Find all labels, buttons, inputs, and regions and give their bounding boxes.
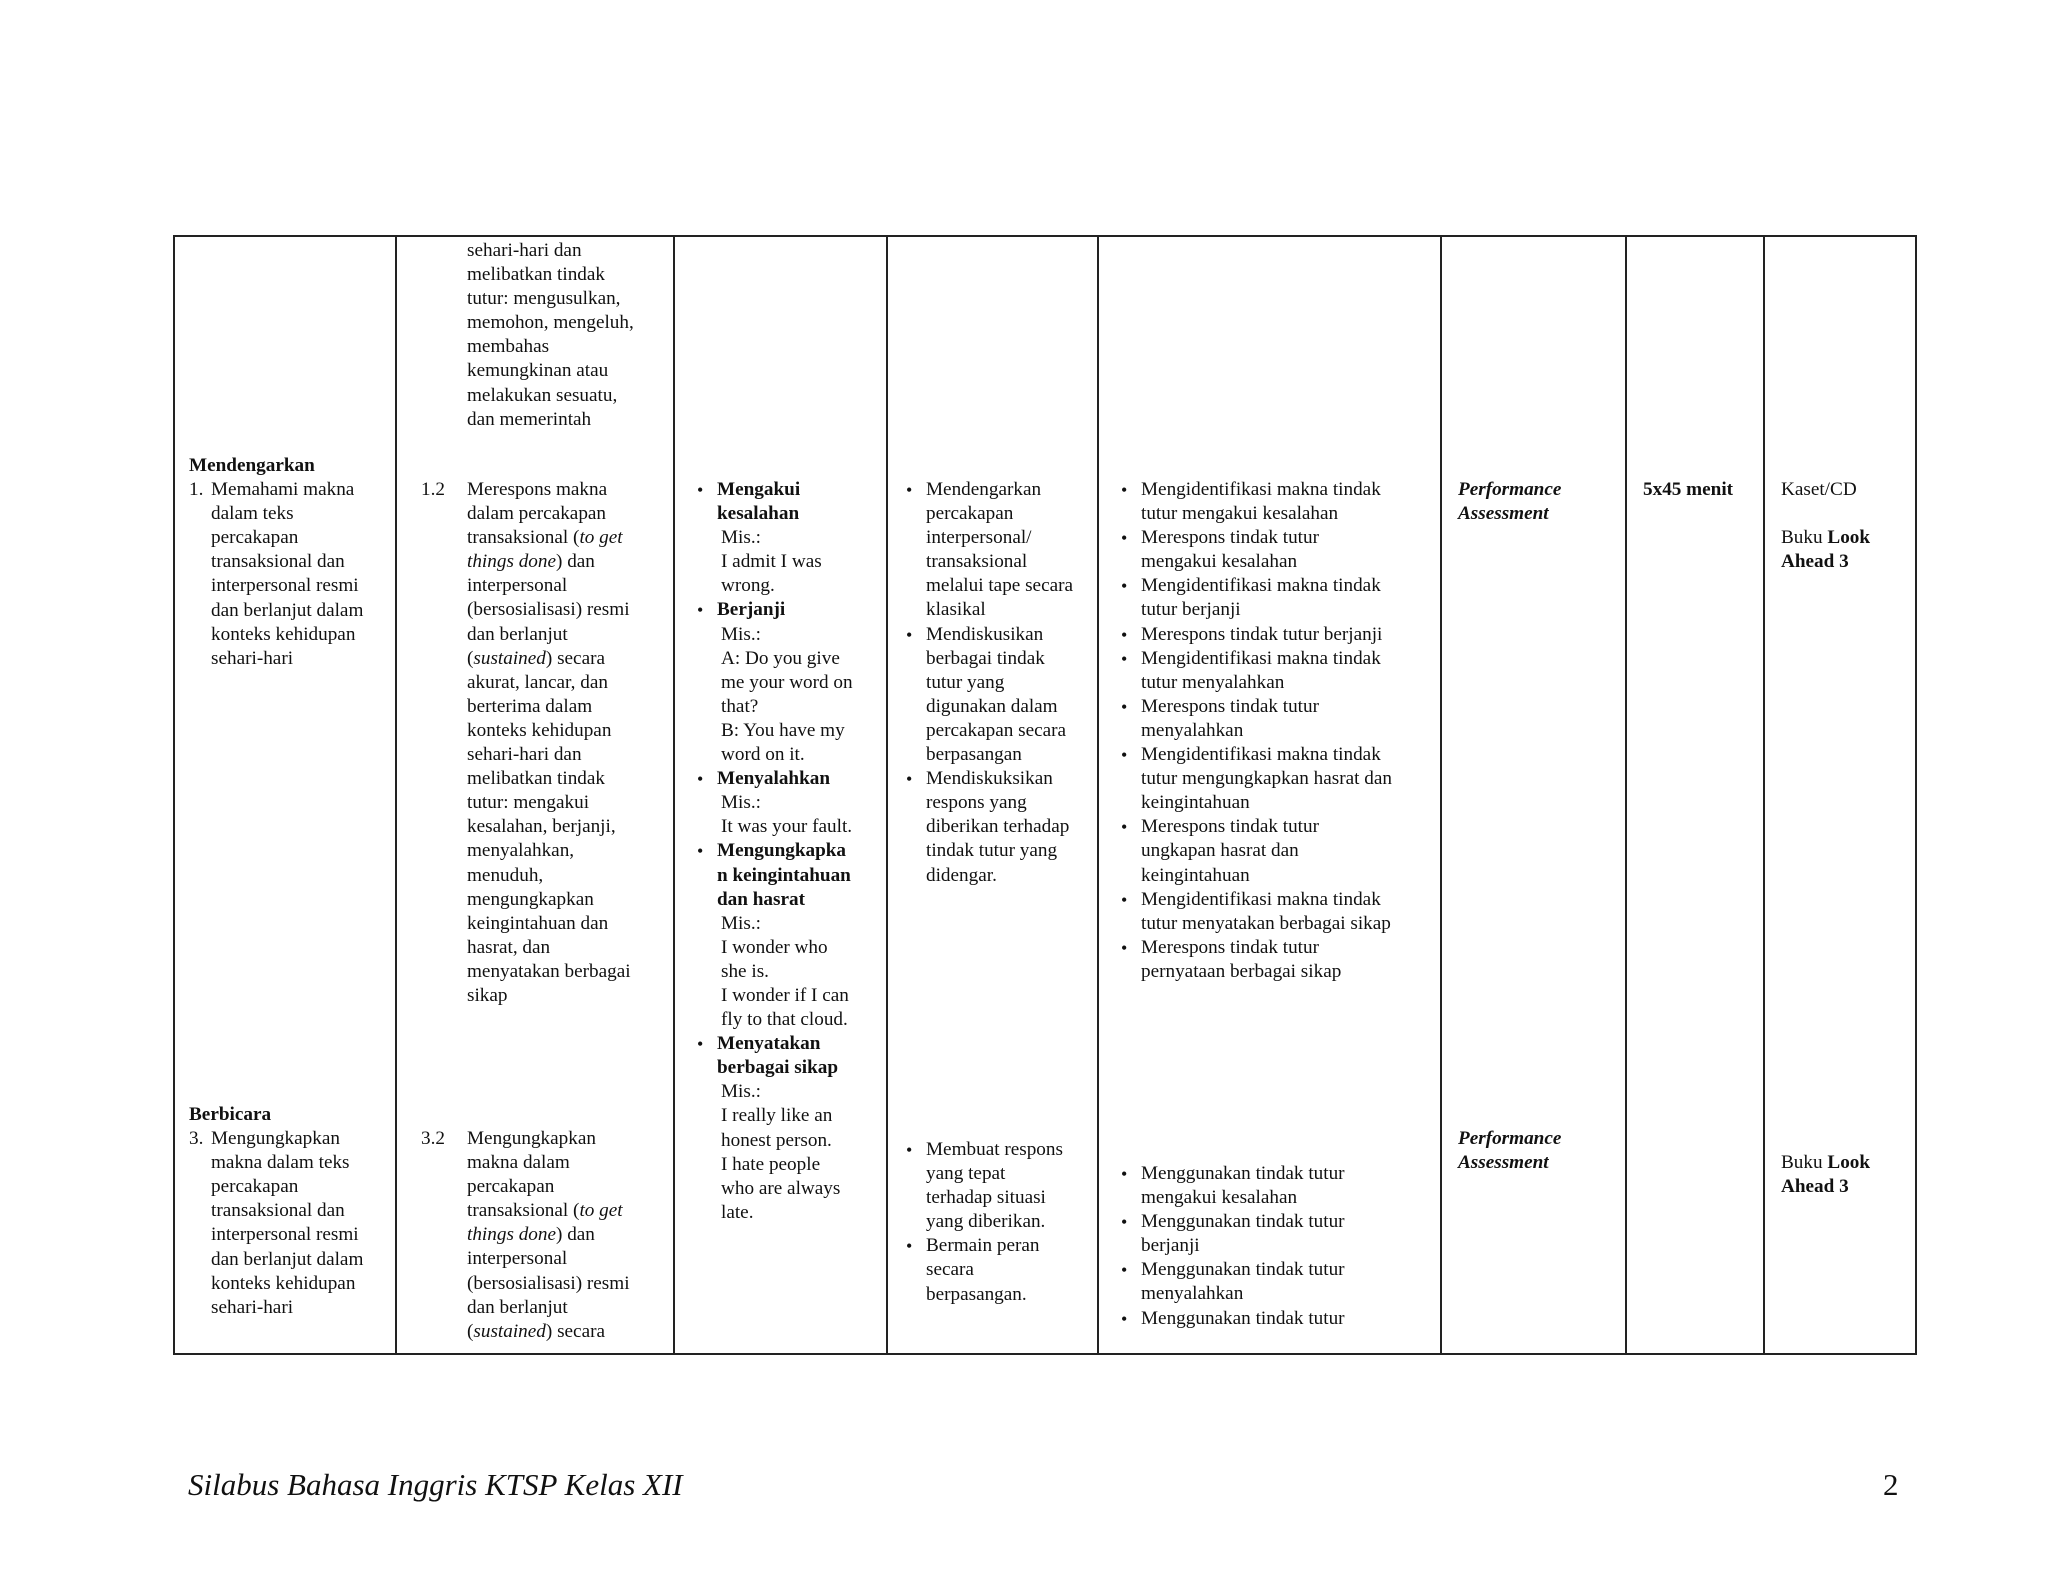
text-line: memohon, mengeluh, [467,312,634,334]
listening-competency-text [467,478,667,1008]
bullet-item [902,1234,1094,1306]
listening-standard [189,454,389,671]
text-line: sehari-hari [211,647,294,669]
text-line: yang diberikan. [926,1211,1046,1233]
example-line: A: Do you give [721,647,840,669]
bullet-icon [697,839,703,864]
text-line: melalui tape secara [926,575,1074,597]
text-line: Memahami makna [211,479,355,501]
text-line: Assessment [1458,1152,1549,1174]
bullet-item [1117,1258,1437,1306]
example-line: I wonder who [721,936,828,958]
column-divider [1625,237,1627,1353]
example-line: she is. [721,960,769,982]
text-line: Mengidentifikasi makna tindak [1141,479,1381,500]
bullet-icon [1121,574,1127,599]
example-line: Mis.: [721,1081,761,1103]
text-line: mengakui kesalahan [1141,1187,1298,1209]
source-book: Buku Look [1781,1152,1871,1173]
text-line: Menggunakan tindak tutur [1141,1307,1345,1329]
text-line: berbagai tindak [926,647,1045,669]
text-line: diberikan terhadap [926,816,1070,838]
text-line: dan memerintah [467,408,592,430]
example-line: word on it. [721,744,805,766]
text-run: ) secara akurat, lancar, dan berterima dalam konteks kehidupan sehari-hari dan melibatkan tindak tutur: mengakui kesalahan, berjanji, menyalahkan, menuduh, mengungkapkan keingintahuan dan hasrat, dan menyatakan berbagai sikap [467,647,631,1006]
text-line: keingintahuan [1141,864,1250,886]
text-line: transaksional [926,551,1028,573]
bullet-icon [1121,647,1127,672]
text-line: membahas [467,336,550,358]
assessment-technique [1458,478,1561,526]
text-line: klasikal [926,599,986,621]
example-line: wrong. [721,575,775,597]
text-line: Merespons tindak tutur [1141,527,1319,549]
text-line: makna dalam teks [211,1152,350,1174]
column-divider [1440,237,1442,1353]
text-line: Merespons tindak tutur [1141,936,1319,958]
text-line: secara [926,1259,974,1281]
bullet-item [1117,936,1437,984]
bullet-icon [697,1032,703,1057]
text-line: menyalahkan [1141,1283,1244,1305]
text-line: menyalahkan [1141,719,1244,741]
competency-number: 3.2 [421,1128,445,1149]
bullet-icon [906,478,912,503]
text-line: Bermain peran [926,1235,1040,1257]
skill-heading-listening: Mendengarkan [189,455,315,476]
column-divider [673,237,675,1353]
example-line: late. [721,1201,754,1223]
text-line: Mendiskusikan [926,623,1044,645]
text-line: tutur mengungkapkan hasrat dan [1141,768,1392,790]
text-line: Mengidentifikasi makna tindak [1141,647,1381,669]
bullet-item [1117,888,1437,936]
italic-term: to get things done [467,527,623,573]
bullet-item [902,1138,1094,1234]
text-line: dalam teks [211,503,294,525]
text-line: konteks kehidupan [211,1272,356,1294]
text-line: Performance [1458,479,1562,500]
text-line: tutur mengakui kesalahan [1141,503,1339,525]
text-line: konteks kehidupan [211,623,356,645]
bullet-item [1117,574,1437,622]
example-line: B: You have my [721,719,845,741]
syllabus-table [173,235,1917,1355]
text-line: berjanji [1141,1235,1200,1257]
example-line: I really like an [721,1105,833,1127]
text-line: Menggunakan tindak tutur [1141,1163,1345,1184]
bullet-icon [1121,936,1127,961]
text-line: yang tepat [926,1163,1006,1185]
text-run: ) dan interpersonal (bersosialisasi) resmi dan berlanjut ( [467,1224,630,1342]
standard-text [211,478,389,671]
example-line: Mis.: [721,623,761,645]
bullet-icon [697,767,703,792]
speaking-activities-list [902,1138,1094,1307]
text-line: Merespons tindak tutur [1141,695,1319,717]
bullet-icon [1121,695,1127,720]
text-line: digunakan dalam [926,695,1058,717]
skill-heading-speaking: Berbicara [189,1104,272,1125]
material-title: Berjanji [717,599,786,621]
text-line: tutur: mengusulkan, [467,288,621,310]
example-line: I admit I was [721,551,822,573]
text-line: percakapan [926,503,1014,525]
text-run: ) secara [545,1320,605,1342]
column-divider [1763,237,1765,1353]
text-line: Membuat respons [926,1139,1063,1160]
material-title: kesalahan [717,503,800,525]
bullet-icon [1121,1210,1127,1235]
bullet-item [902,623,1094,768]
assessment-technique [1458,1127,1561,1175]
example-line: honest person. [721,1129,832,1151]
material-item [693,478,883,598]
italic-term: to get things done [467,1200,623,1246]
bullet-icon [1121,1162,1127,1187]
text-line: tutur berjanji [1141,599,1241,621]
bullet-item [1117,695,1437,743]
column-divider [395,237,397,1353]
text-line: transaksional dan [211,551,345,573]
bullet-item [1117,623,1437,647]
text-line: percakapan [211,1176,299,1198]
bullet-item [902,478,1094,623]
bullet-icon [906,1138,912,1163]
text-line: sehari-hari [211,1296,294,1318]
material-item [693,767,883,839]
bullet-item [1117,743,1437,815]
text-line: interpersonal resmi [211,1224,359,1246]
text-line: Mengidentifikasi makna tindak [1141,744,1381,766]
text-line: sehari-hari dan [467,240,582,261]
text-line: dan berlanjut dalam [211,599,364,621]
text-line: didengar. [926,864,997,886]
material-title: n keingintahuan [717,864,851,886]
column-divider [886,237,888,1353]
text-line: Menggunakan tindak tutur [1141,1259,1345,1281]
speaking-competency-text [467,1127,667,1344]
text-line: percakapan [211,527,299,549]
text-line: tutur menyalahkan [1141,671,1285,693]
text-line: Merespons tindak tutur [1141,816,1319,838]
example-line: I hate people [721,1153,821,1175]
text-line: melibatkan tindak [467,264,606,286]
standard-text [211,1127,389,1320]
text-line: Menggunakan tindak tutur [1141,1211,1345,1233]
document-title: Silabus Bahasa Inggris KTSP Kelas XII [188,1467,683,1502]
material-item [693,598,883,767]
continued-basic-competency [467,239,667,432]
speaking-standard [189,1103,389,1320]
example-line: Mis.: [721,792,761,814]
text-line: berpasangan [926,744,1022,766]
text-line: Mengungkapkan [211,1128,340,1150]
text-line: pernyataan berbagai sikap [1141,960,1342,982]
material-title: Menyalahkan [717,768,831,790]
page-number: 2 [1883,1467,1899,1502]
example-line: fly to that cloud. [721,1009,848,1031]
bullet-item [1117,526,1437,574]
text-run: Merespons makna dalam percakapan transaksional ( [467,479,608,549]
speaking-indicators-list [1117,1162,1437,1331]
text-line: interpersonal/ [926,527,1032,549]
example-line: me your word on [721,671,853,693]
bullet-item [1117,815,1437,887]
bullet-icon [906,623,912,648]
text-line: mengakui kesalahan [1141,551,1298,573]
material-title: dan hasrat [717,888,805,910]
text-line: kemungkinan atau [467,360,609,382]
bullet-icon [1121,815,1127,840]
text-line: Performance [1458,1128,1562,1149]
italic-term: sustained [473,647,546,669]
text-line: interpersonal resmi [211,575,359,597]
text-line: ungkapan hasrat dan [1141,840,1299,862]
bullet-item [1117,1307,1437,1331]
example-line: It was your fault. [721,816,853,838]
bullet-icon [1121,888,1127,913]
bullet-icon [1121,743,1127,768]
text-line: Merespons tindak tutur berjanji [1141,623,1383,645]
text-line: tindak tutur yang [926,840,1058,862]
example-line: I wonder if I can [721,984,849,1006]
example-line: Mis.: [721,912,761,934]
listening-indicators-list [1117,478,1437,984]
bullet-icon [697,598,703,623]
time-allocation: 5x45 menit [1643,479,1734,500]
text-line: Mengidentifikasi makna tindak [1141,575,1381,597]
bullet-icon [1121,1258,1127,1283]
material-item [693,1032,883,1225]
learning-materials-list [693,478,883,1225]
text-line: Mendiskuksikan [926,768,1053,790]
text-line: Mendengarkan [926,479,1042,500]
bullet-icon [1121,478,1127,503]
bullet-item [1117,478,1437,526]
material-title: Mengakui [717,479,801,500]
standard-number: 3. [189,1128,204,1150]
bullet-icon [1121,1307,1127,1332]
material-title: Menyatakan [717,1033,821,1055]
text-line: keingintahuan [1141,792,1250,814]
source-book-title: Ahead 3 [1781,1176,1849,1198]
bullet-icon [1121,623,1127,648]
learning-sources [1781,1151,1921,1199]
example-line: who are always [721,1177,841,1199]
competency-number: 1.2 [421,479,445,500]
text-line: tutur menyatakan berbagai sikap [1141,912,1391,934]
source-kaset: Kaset/CD [1781,479,1857,500]
bullet-item [902,767,1094,887]
example-line: Mis.: [721,527,761,549]
example-line: that? [721,695,759,717]
bullet-item [1117,1210,1437,1258]
source-book: Buku Look [1781,527,1871,549]
text-line: percakapan secara [926,719,1067,741]
bullet-icon [906,1234,912,1259]
source-book-title: Ahead 3 [1781,551,1849,573]
text-line: tutur yang [926,671,1005,693]
italic-term: sustained [473,1320,546,1342]
bullet-icon [697,478,703,503]
text-line: respons yang [926,792,1027,814]
material-item [693,839,883,1032]
learning-sources [1781,478,1921,574]
text-line: Assessment [1458,503,1549,525]
text-run: Mengungkapkan makna dalam percakapan transaksional ( [467,1128,596,1222]
bullet-item [1117,647,1437,695]
text-line: berpasangan. [926,1283,1027,1305]
material-title: Mengungkapka [717,840,847,862]
listening-activities-list [902,478,1094,888]
text-line: transaksional dan [211,1200,345,1222]
bullet-icon [1121,526,1127,551]
bullet-icon [906,767,912,792]
text-line: dan berlanjut dalam [211,1248,364,1270]
text-line: melakukan sesuatu, [467,384,618,406]
bullet-item [1117,1162,1437,1210]
standard-number: 1. [189,479,204,501]
material-title: berbagai sikap [717,1057,839,1079]
text-line: Mengidentifikasi makna tindak [1141,888,1381,910]
text-run: ) dan interpersonal (bersosialisasi) resmi dan berlanjut ( [467,551,630,669]
column-divider [1097,237,1099,1353]
text-line: terhadap situasi [926,1187,1046,1209]
